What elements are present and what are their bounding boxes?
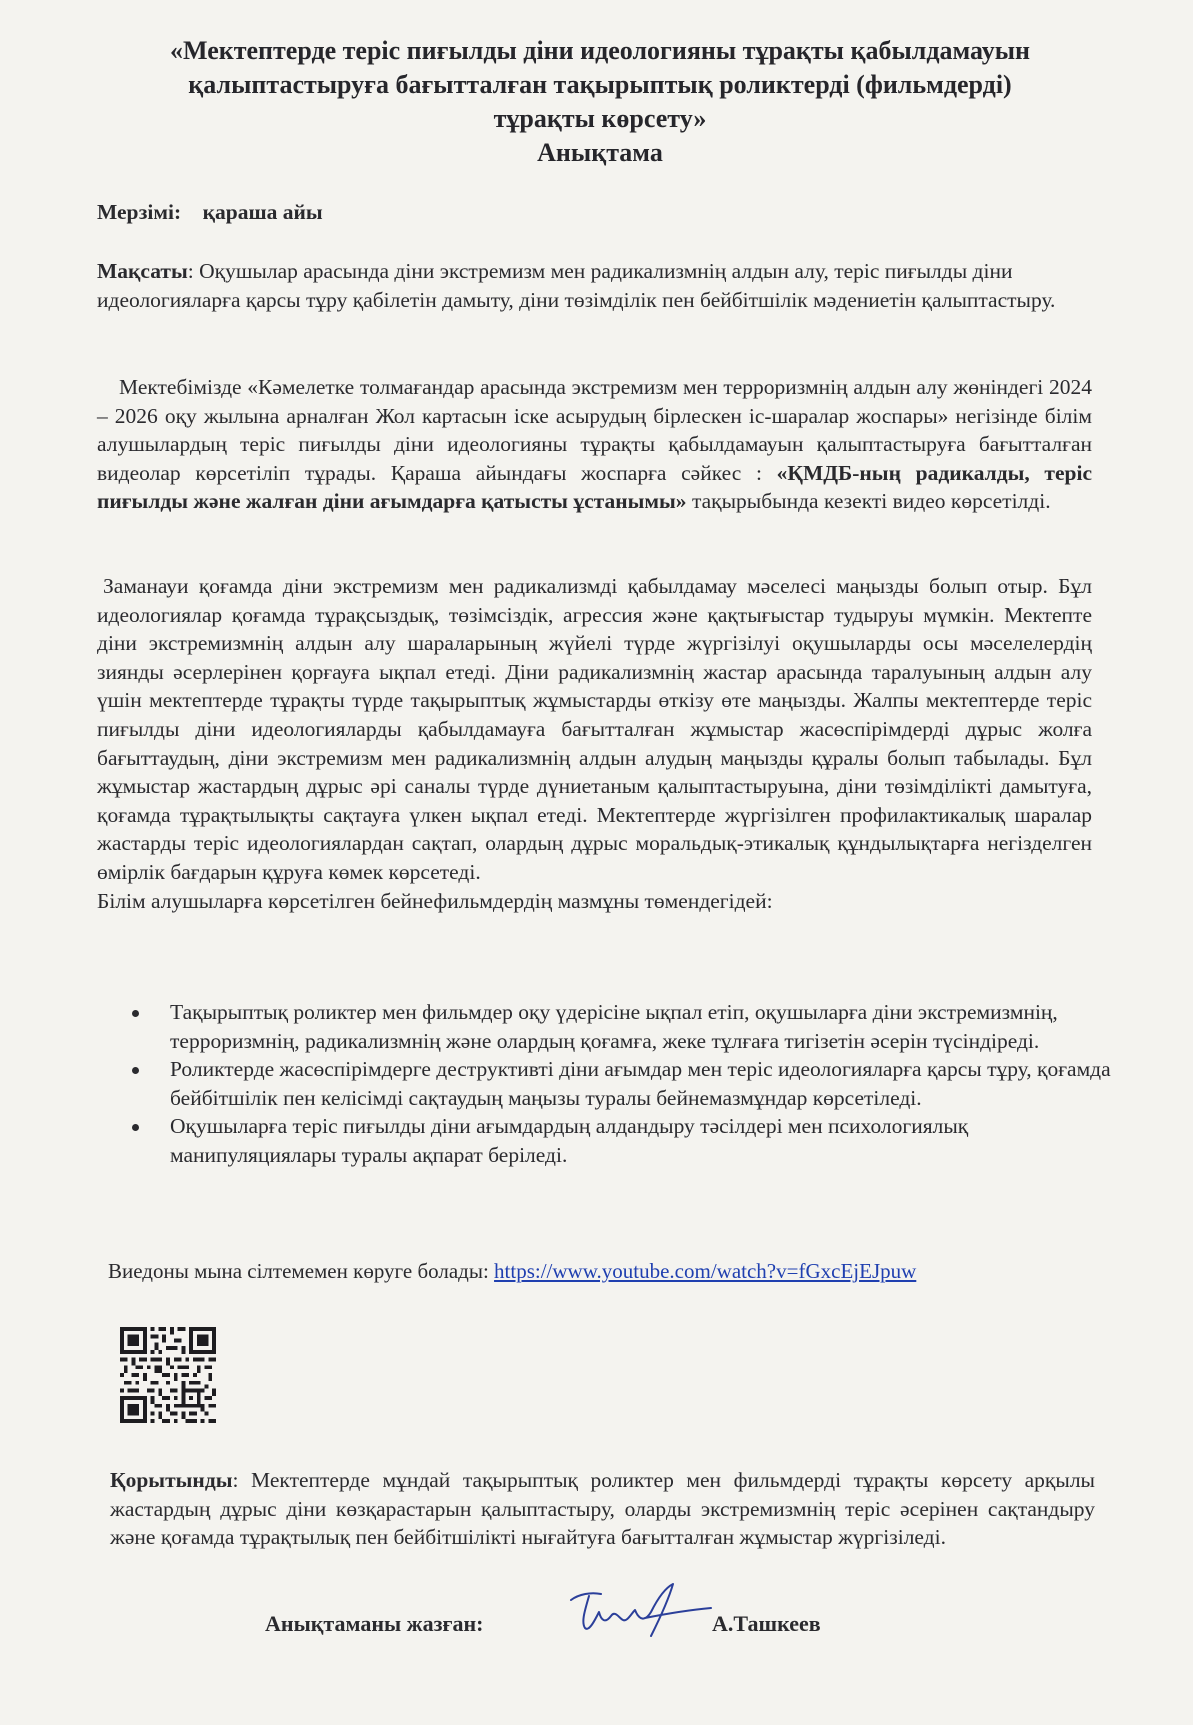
body-text: Заманауи қоғамда діни экстремизм мен радикализмді қабылдамау мәселесі маңызды болып отыр. Бұл идеологиялар қоғамда тұрақсыздық, төзімсіздік, агрессия және қақтығыстар тудыруы мүмкін. Мектепте діни экстремизмнің алдын алу шараларының жүйелі түрде жүргізілуі оқушыларды осы мәселелердің зиянды әсерлерінен қорғауға ықпал етеді. Діни радикализмнің жастар арасында таралуының алдын алу үшін мектептерде тұрақты түрде тақырыптық жұмыстарды өткізу өте маңызды. Жалпы мектептерде теріс пиғылды діни идеологияларды қабылдамауға бағытталған жұмыстар жасөспірімдерді дұрыс жолға бағыттаудың, діни экстремизм мен радикализмнің алдын алудың маңызды құралы болып табылады. Бұл жұмыстар жастардың дұрыс әрі саналы түрде дүниетаным қалыптастыруына, діни төзімділікті дамытуға, қоғамда тұрақтылықты сақтауға үлкен ықпал етеді. Мектептерде жүргізілген профилактикалық шаралар жастарды теріс идеологиялардан сақтап, олардың дұрыс моральдық-этикалық құндылықтарға негізделген өмірлік бағдарын құруға көмек көрсетеді.: [97, 574, 1092, 884]
signature-label: Анықтаманы жазған:: [265, 1611, 484, 1636]
list-item-text: Тақырыптық роликтер мен фильмдер оқу үдерісіне ықпал етіп, оқушыларға діни экстремизмнің, терроризмнің, радикализмнің және олардың қоғамға, жеке тұлғаға тигізетін әсерін түсіндіреді.: [170, 1000, 1058, 1053]
title-line-1: «Мектептерде теріс пиғылды діни идеологияны тұрақты қабылдамауын: [170, 36, 1030, 65]
video-link[interactable]: https://www.youtube.com/watch?v=fGxcEjEJpuw: [494, 1259, 917, 1283]
document-title: [110, 34, 1090, 170]
conclusion-text: : Мектептерде мұндай тақырыптық роликтер мен фильмдерді тұрақты көрсету арқылы жастардың дұрыс діни көзқарастарын қалыптастыру, оларды экстремизмнің теріс әсерінен сақтандыру және қоғамда тұрақтылық пен бейбітшілікті нығайтуға бағытталған жұмыстар жүргізіледі.: [110, 1468, 1095, 1550]
title-line-4: Анықтама: [537, 138, 663, 167]
list-item-text: Роликтерде жасөспірімдерге деструктивті діни ағымдар мен теріс идеологияларға қарсы тұру, қоғамда бейбітшілік пен келісімді сақтаудың маңызы туралы бейнемазмұндар көрсетіледі.: [170, 1057, 1111, 1110]
bullet-icon: [132, 1010, 139, 1017]
bullet-icon: [132, 1124, 139, 1131]
list-item: [170, 998, 1130, 1055]
signature-icon: [565, 1580, 715, 1642]
purpose-paragraph: [97, 257, 1092, 314]
title-line-3: тұрақты көрсету»: [493, 104, 707, 133]
term-line: [97, 198, 323, 227]
conclusion-label: Қорытынды: [110, 1468, 233, 1492]
intro-text-a: Мектебімізде «Кәмелетке толмағандар арасында экстремизм мен терроризмнің алдын алу жөніндегі 2024 – 2026 оқу жылына арналған Жол картасын іске асырудың бірлескен іс-шаралар жоспары» негізінде білім алушылардың теріс пиғылды діни идеологияны тұрақты қабылдамауын қалыптастыруға бағытталған видеолар көрсетіліп тұрады. Қараша айындағы жоспарға сәйкес :: [97, 375, 1092, 485]
content-list: [97, 998, 1130, 1170]
term-value: қараша айы: [202, 200, 323, 224]
list-item-text: Оқушыларға теріс пиғылды діни ағымдардың алдандыру тәсілдері мен психологиялық манипуляциялары туралы ақпарат беріледі.: [170, 1114, 969, 1167]
purpose-text: : Оқушылар арасында діни экстремизм мен радикализмнің алдын алу, теріс пиғылды діни идеологияларға қарсы тұру қабілетін дамыту, діни төзімділік пен бейбітшілік мәдениетін қалыптастыру.: [97, 259, 1056, 312]
body-paragraph: [97, 572, 1092, 915]
list-item: [170, 1055, 1130, 1112]
qr-code-icon: [120, 1327, 216, 1423]
purpose-label: Мақсаты: [97, 259, 188, 283]
intro-paragraph: [97, 373, 1092, 516]
list-item: [170, 1112, 1130, 1169]
content-intro: Білім алушыларға көрсетілген бейнефильмдердің мазмұны төмендегідей:: [97, 888, 773, 913]
video-text: Виедоны мына сілтемемен көруге болады:: [108, 1259, 495, 1283]
intro-text-b: тақырыбында кезекті видео көрсетілді.: [686, 489, 1051, 514]
conclusion-paragraph: [110, 1466, 1095, 1552]
bullet-icon: [132, 1067, 139, 1074]
term-label: Мерзімі:: [97, 200, 182, 224]
title-line-2: қалыптастыруға бағытталған тақырыптық роликтерді (фильмдерді): [188, 70, 1012, 99]
intro-topic: «ҚМДБ-ның радикалды, теріс пиғылды және жалған діни ағымдарға қатысты ұстанымы»: [97, 460, 1092, 514]
video-line: [108, 1257, 916, 1286]
signature-name: А.Ташкеев: [712, 1611, 821, 1636]
